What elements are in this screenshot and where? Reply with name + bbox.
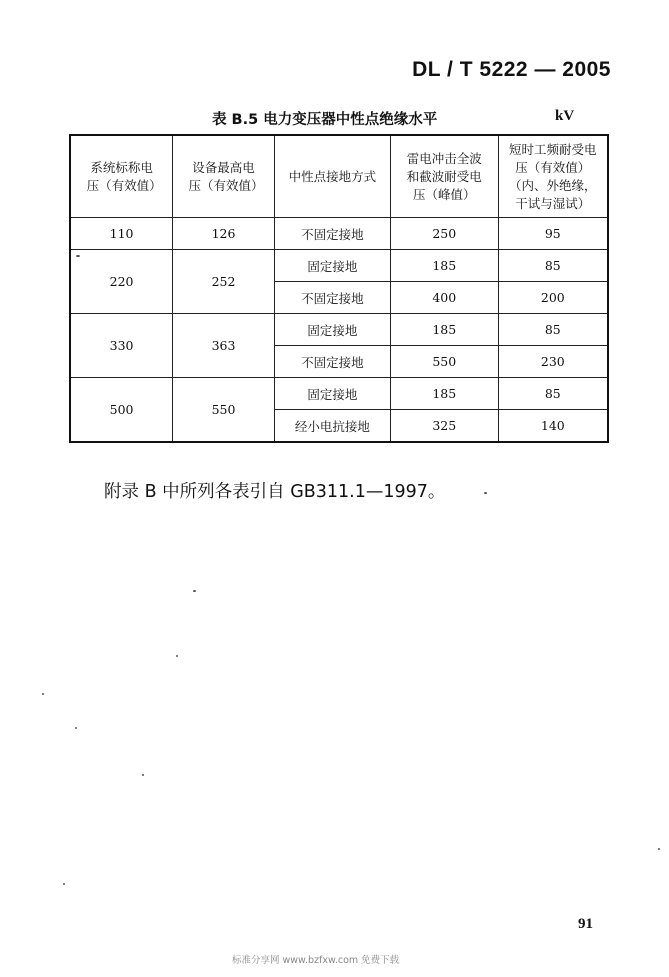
power-frequency-voltage-cell: 140 bbox=[498, 410, 608, 443]
column-header: 中性点接地方式 bbox=[274, 135, 390, 218]
scan-speck bbox=[76, 255, 80, 257]
table-row bbox=[70, 378, 608, 410]
insulation-level-table bbox=[69, 134, 609, 443]
impulse-voltage-cell: 550 bbox=[390, 346, 498, 378]
column-header: 系统标称电压（有效值） bbox=[70, 135, 173, 218]
column-header: 设备最高电压（有效值） bbox=[173, 135, 275, 218]
power-frequency-voltage-cell: 200 bbox=[498, 282, 608, 314]
power-frequency-voltage-cell: 85 bbox=[498, 250, 608, 282]
power-frequency-voltage-cell: 85 bbox=[498, 378, 608, 410]
table-row bbox=[70, 218, 608, 250]
appendix-note: 附录 B 中所列各表引自 GB311.1—1997。 bbox=[104, 482, 446, 502]
impulse-voltage-cell: 250 bbox=[390, 218, 498, 250]
table-caption: 表 B.5 电力变压器中性点绝缘水平 bbox=[212, 112, 438, 128]
grounding-method-cell: 经小电抗接地 bbox=[274, 410, 390, 443]
max-voltage-cell: 363 bbox=[173, 314, 275, 378]
power-frequency-voltage-cell: 230 bbox=[498, 346, 608, 378]
scan-speck bbox=[75, 727, 77, 729]
grounding-method-cell: 固定接地 bbox=[274, 314, 390, 346]
scan-speck bbox=[142, 774, 144, 776]
nominal-voltage-cell: 330 bbox=[70, 314, 173, 378]
power-frequency-voltage-cell: 85 bbox=[498, 314, 608, 346]
page-number: 91 bbox=[578, 916, 593, 932]
nominal-voltage-cell: 500 bbox=[70, 378, 173, 443]
scan-speck bbox=[658, 848, 660, 850]
impulse-voltage-cell: 325 bbox=[390, 410, 498, 443]
max-voltage-cell: 252 bbox=[173, 250, 275, 314]
table-row bbox=[70, 314, 608, 346]
max-voltage-cell: 550 bbox=[173, 378, 275, 443]
grounding-method-cell: 不固定接地 bbox=[274, 218, 390, 250]
power-frequency-voltage-cell: 95 bbox=[498, 218, 608, 250]
scan-speck bbox=[63, 883, 65, 885]
grounding-method-cell: 固定接地 bbox=[274, 378, 390, 410]
table-row bbox=[70, 250, 608, 282]
table-header-row bbox=[70, 135, 608, 218]
scan-speck bbox=[176, 655, 178, 657]
grounding-method-cell: 固定接地 bbox=[274, 250, 390, 282]
impulse-voltage-cell: 400 bbox=[390, 282, 498, 314]
standard-code: DL / T 5222 — 2005 bbox=[412, 58, 611, 81]
scan-speck bbox=[193, 590, 196, 592]
nominal-voltage-cell: 220 bbox=[70, 250, 173, 314]
scan-speck bbox=[42, 693, 44, 695]
grounding-method-cell: 不固定接地 bbox=[274, 346, 390, 378]
grounding-method-cell: 不固定接地 bbox=[274, 282, 390, 314]
impulse-voltage-cell: 185 bbox=[390, 250, 498, 282]
table-unit: kV bbox=[555, 108, 575, 124]
column-header: 雷电冲击全波和截波耐受电压（峰值） bbox=[390, 135, 498, 218]
column-header: 短时工频耐受电压（有效值）（内、外绝缘，干试与湿试） bbox=[498, 135, 608, 218]
watermark: 标准分享网 www.bzfxw.com 免费下载 bbox=[232, 955, 400, 966]
scan-speck bbox=[484, 492, 487, 494]
max-voltage-cell: 126 bbox=[173, 218, 275, 250]
nominal-voltage-cell: 110 bbox=[70, 218, 173, 250]
impulse-voltage-cell: 185 bbox=[390, 314, 498, 346]
impulse-voltage-cell: 185 bbox=[390, 378, 498, 410]
